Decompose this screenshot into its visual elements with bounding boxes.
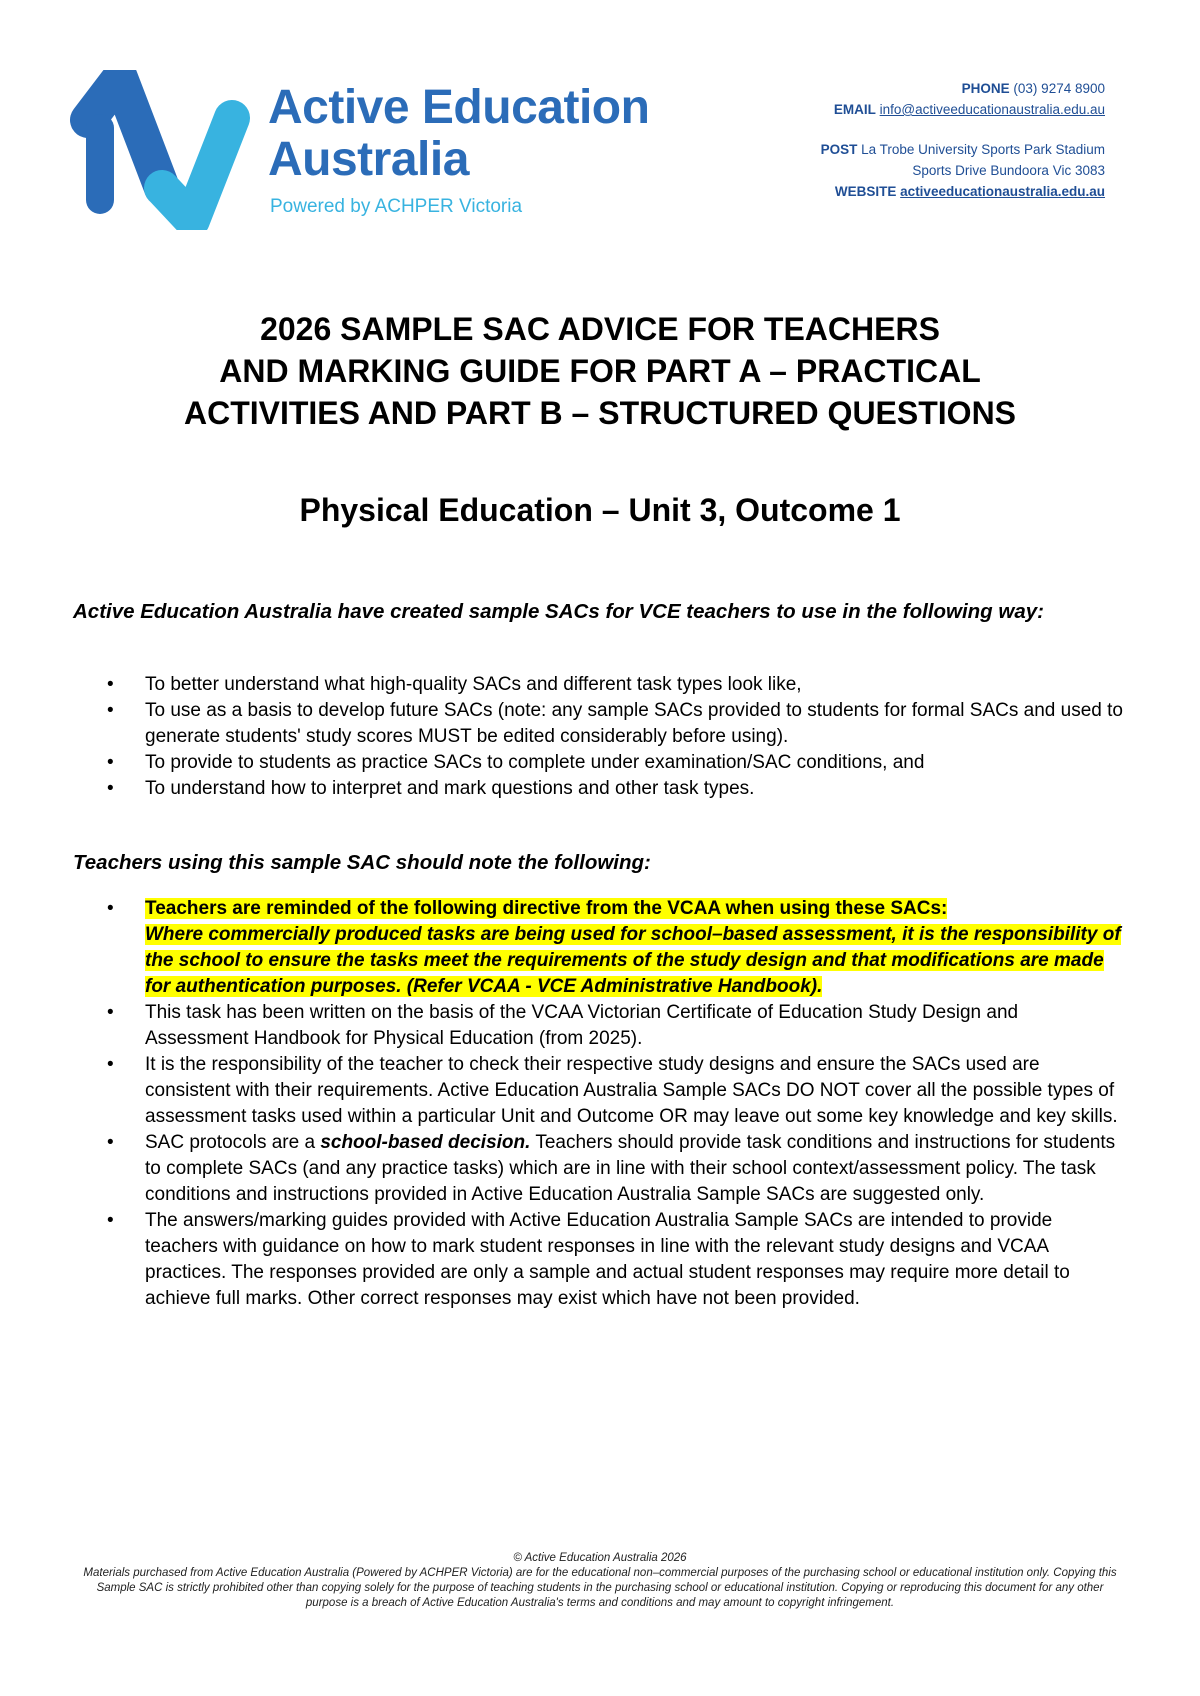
- document-title: [90, 308, 1110, 434]
- phone-label: PHONE: [961, 81, 1010, 96]
- list-item: • The answers/marking guides provided with Active Education Australia Sample SACs are intended to provide teachers with guidance on how to mark student responses in line with the relevant study designs and VCAA practices. The responses provided are only a sample and actual student responses may require more detail to achieve full marks. Other correct responses may exist which have not been provided.: [100, 1208, 1125, 1312]
- website-label: WEBSITE: [834, 184, 897, 199]
- contact-phone: [821, 78, 1105, 99]
- email-label: EMAIL: [833, 102, 876, 117]
- title-line1: 2026 SAMPLE SAC ADVICE FOR TEACHERS: [260, 311, 940, 347]
- contact-block: [821, 78, 1105, 202]
- title-line3: ACTIVITIES AND PART B – STRUCTURED QUESTIONS: [183, 395, 1017, 431]
- contact-website: [821, 181, 1105, 202]
- vcaa-directive-quote: Where commercially produced tasks are being used for school–based assessment, it is the responsibility of the school to ensure the tasks meet the requirements of the study design and that modifications are made for authentication purposes. (Refer VCAA - VCE Administrative Handbook).: [145, 924, 1121, 997]
- list-item: • To use as a basis to develop future SACs (note: any sample SACs provided to students for formal SACs and used to generate students' study scores MUST be edited considerably before using).: [100, 698, 1125, 750]
- list-item: • It is the responsibility of the teacher to check their respective study designs and ensure the SACs used are consistent with their requirements. Active Education Australia Sample SACs DO NOT cover all the possible types of assessment tasks used within a particular Unit and Outcome OR may leave out some key knowledge and key skills.: [100, 1052, 1125, 1130]
- list-item: • To provide to students as practice SACs to complete under examination/SAC conditions, and: [100, 750, 1125, 776]
- list-item: • This task has been written on the basis of the VCAA Victorian Certificate of Education Study Design and Assessment Handbook for Physical Education (from 2025).: [100, 1000, 1125, 1052]
- title-line2: AND MARKING GUIDE FOR PART A – PRACTICAL: [219, 353, 981, 389]
- post-label: POST: [820, 142, 858, 157]
- document-subtitle: Physical Education – Unit 3, Outcome 1: [299, 492, 901, 528]
- brand-tagline: Powered by ACHPER Victoria: [270, 196, 523, 217]
- list-item: [100, 1130, 1125, 1208]
- bullet4-pre: SAC protocols are a: [145, 1132, 321, 1153]
- contact-post: [821, 139, 1105, 160]
- list-item: • To better understand what high-quality SACs and different task types look like,: [100, 672, 1125, 698]
- brand-name-line2: Australia: [268, 133, 469, 186]
- brand-name: [268, 82, 649, 186]
- brand-logo: [70, 70, 690, 230]
- teachers-heading: Teachers using this sample SAC should note the following:: [73, 851, 651, 874]
- intro-heading: Active Education Australia have created sample SACs for VCE teachers to use in the following way:: [73, 600, 1044, 623]
- email-link[interactable]: info@activeeducationaustralia.edu.au: [879, 102, 1105, 117]
- bullet4-emphasis: school-based decision.: [320, 1132, 531, 1153]
- page-footer: [80, 1551, 1120, 1611]
- teachers-list: [100, 896, 1125, 1312]
- bullet4-post: Teachers should provide task conditions and instructions for students to complete SACs (and any practice tasks) which are in line with their school context/assessment policy. The task conditions and instructions provided in Active Education Australia Sample SACs are suggested only.: [145, 1132, 1116, 1205]
- contact-email: [821, 99, 1105, 120]
- post-line2: Sports Drive Bundoora Vic 3083: [912, 163, 1105, 178]
- footer-copyright: © Active Education Australia 2026: [513, 1552, 687, 1564]
- list-item-vcaa-directive: [100, 896, 1125, 1000]
- intro-list: [100, 672, 1125, 802]
- brand-name-line1: Active Education: [268, 81, 650, 134]
- list-item: • To understand how to interpret and mark questions and other task types.: [100, 776, 1125, 802]
- footer-notice: Materials purchased from Active Education Australia (Powered by ACHPER Victoria) are for the educational non–commercial purposes of the purchasing school or educational institution only. Copying this Sample SAC is strictly prohibited other than copying solely for the purpose of teaching students in the purchasing school or educational institution. Copying or reproducing this document for any other purpose is a breach of Active Education Australia's terms and conditions and may amount to copyright infringement.: [83, 1567, 1117, 1609]
- website-link[interactable]: activeeducationaustralia.edu.au: [900, 184, 1105, 199]
- post-line1: La Trobe University Sports Park Stadium: [861, 142, 1105, 157]
- active-education-logo-icon: [70, 70, 250, 230]
- vcaa-directive-intro: Teachers are reminded of the following directive from the VCAA when using these SACs:: [145, 898, 948, 919]
- phone-number: (03) 9274 8900: [1013, 81, 1105, 96]
